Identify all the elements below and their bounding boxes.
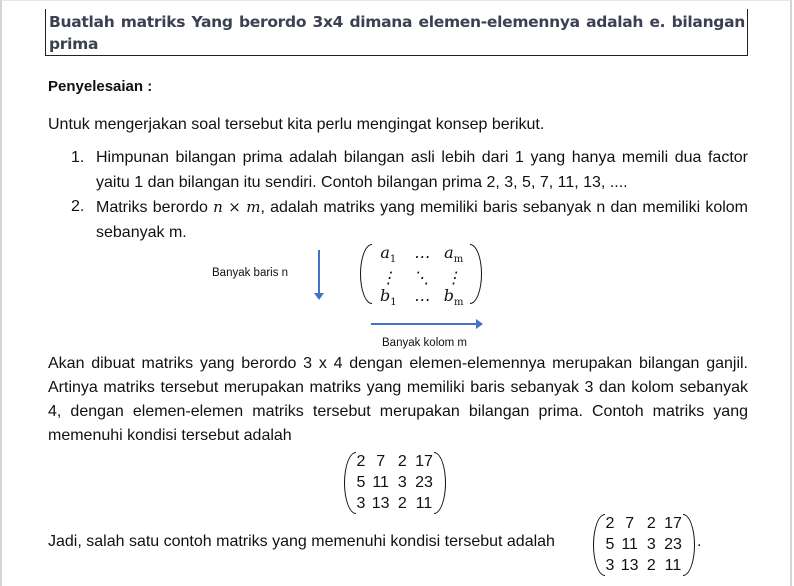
example-matrix bbox=[344, 452, 446, 514]
matrix-cell: 2 bbox=[397, 494, 407, 512]
cell-b1: $b_1$ bbox=[380, 286, 397, 309]
matrix-cell: 7 bbox=[376, 453, 386, 471]
solution-heading: Penyelesaian : bbox=[48, 78, 153, 95]
matrix-cell: 2 bbox=[646, 556, 656, 574]
matrix-cell: 23 bbox=[415, 473, 433, 491]
matrix-cell: 2 bbox=[397, 453, 407, 471]
concept-text-before: Matriks berordo bbox=[96, 199, 214, 216]
matrix-cell: 5 bbox=[605, 535, 615, 553]
arrow-down-icon bbox=[318, 250, 320, 294]
general-matrix bbox=[360, 243, 482, 309]
cell-dots-d: ⋱ bbox=[412, 268, 429, 288]
matrix-cell: 2 bbox=[605, 515, 615, 533]
right-paren bbox=[470, 244, 482, 304]
rows-label: Banyak baris n bbox=[212, 267, 289, 279]
matrix-cell: 2 bbox=[646, 515, 656, 533]
right-paren bbox=[434, 452, 446, 514]
matrix-cell: 5 bbox=[356, 473, 366, 491]
problem-statement-box bbox=[45, 9, 748, 56]
matrix-cell: 2 bbox=[356, 453, 366, 471]
conclusion-matrix bbox=[593, 514, 695, 576]
matrix-cell: 3 bbox=[646, 535, 656, 553]
problem-title: Buatlah matriks Yang berordo 3x4 dimana elemen-elemennya adalah e. bilangan prima bbox=[49, 13, 745, 53]
arrow-right-icon bbox=[371, 323, 476, 325]
concept-item-2 bbox=[48, 195, 748, 245]
cell-am: $a_m$ bbox=[444, 243, 464, 266]
intro-paragraph: Untuk mengerjakan soal tersebut kita perlu mengingat konsep berikut. bbox=[48, 116, 545, 133]
conclusion-period: . bbox=[697, 533, 702, 550]
matrix-cell: 13 bbox=[371, 494, 390, 512]
concept-list bbox=[48, 146, 748, 245]
conclusion-matrix-grid bbox=[603, 514, 685, 576]
cell-dots-h: ⋯ bbox=[412, 289, 429, 309]
matrix-cell: 3 bbox=[356, 494, 366, 512]
cell-dots-h: ⋯ bbox=[412, 246, 429, 266]
list-number: 1. bbox=[71, 149, 85, 166]
concept-item-1 bbox=[48, 146, 748, 195]
right-paren bbox=[683, 514, 695, 576]
list-number: 2. bbox=[71, 198, 85, 215]
cols-label: Banyak kolom m bbox=[382, 337, 468, 349]
cell-a1: $a_1$ bbox=[380, 243, 397, 266]
example-matrix-grid bbox=[354, 452, 436, 514]
left-paren bbox=[360, 244, 372, 304]
matrix-cell: 13 bbox=[620, 556, 639, 574]
concept-text: Himpunan bilangan prima adalah bilangan asli lebih dari 1 yang hanya memili dua factor yaitu 1 dan bilangan itu sendiri. Contoh bilangan prima 2, 3, 5, 7, 11, 13, .... bbox=[96, 149, 748, 191]
cell-dots-v: ⋮ bbox=[445, 268, 462, 288]
matrix-cell: 23 bbox=[664, 535, 682, 553]
matrix-cell: 11 bbox=[372, 473, 389, 491]
general-matrix-grid bbox=[372, 243, 470, 309]
matrix-cell: 17 bbox=[415, 453, 433, 471]
cell-dots-v: ⋮ bbox=[380, 268, 397, 288]
order-formula: n × m bbox=[213, 198, 261, 216]
matrix-cell: 11 bbox=[621, 535, 638, 553]
matrix-cell: 7 bbox=[625, 515, 635, 533]
matrix-cell: 3 bbox=[605, 556, 615, 574]
cell-bm: $b_m$ bbox=[443, 286, 464, 309]
conclusion-text: Jadi, salah satu contoh matriks yang memenuhi kondisi tersebut adalah bbox=[48, 533, 555, 550]
matrix-cell: 17 bbox=[664, 515, 682, 533]
concept-text-after: , adalah matriks yang memiliki baris sebanyak n dan memiliki kolom sebanyak m. bbox=[96, 199, 749, 241]
matrix-cell: 11 bbox=[415, 494, 433, 512]
matrix-cell: 3 bbox=[397, 473, 407, 491]
explanation-paragraph: Akan dibuat matriks yang berordo 3 x 4 dengan elemen-elemennya merupakan bilangan ganjil. Artinya matriks tersebut merupakan matriks yang memiliki baris sebanyak 3 dan kolom sebanyak 4, dengan elemen-elemen matriks tersebut merupakan bilangan prima. Contoh matriks yang memenuhi kondisi tersebut adalah bbox=[48, 355, 748, 444]
matrix-cell: 11 bbox=[664, 556, 682, 574]
